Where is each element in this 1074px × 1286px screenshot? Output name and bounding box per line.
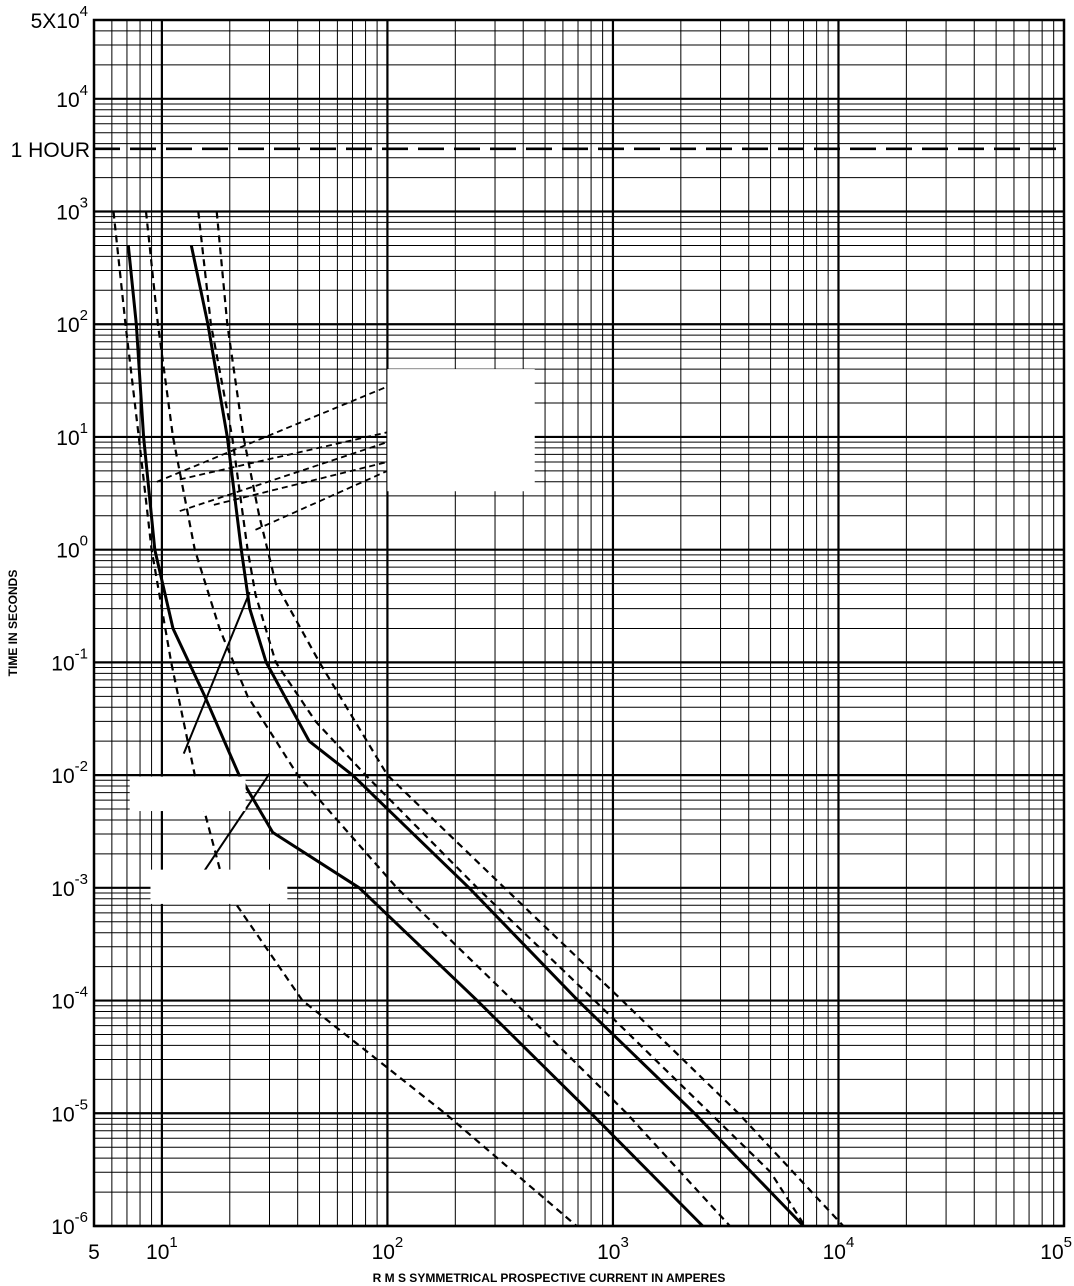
y-tick-label: $10^0$ [56,532,88,563]
x-tick-label: $10^5$ [1040,1234,1072,1264]
y-axis-label: TIME IN SECONDS [6,569,20,677]
x-tick-labels [88,1234,1072,1264]
y-tick-label: $10^3$ [56,194,88,225]
y-tick-label: $10^2$ [56,307,88,338]
fuse-curve-5 [198,212,805,1227]
y-tick-label: $10^{-4}$ [51,983,88,1014]
fuse-curve-1 [114,212,577,1227]
y-tick-label: $10^{-6}$ [51,1209,88,1239]
curves [114,212,844,1227]
fuse-curve-6 [217,212,844,1227]
y-tick-label: $10^{-1}$ [51,645,88,676]
x-axis-label: R M S SYMMETRICAL PROSPECTIVE CURRENT IN AMPERES [372,1271,726,1285]
fuse-curve-3 [146,212,730,1227]
label-block-1 [387,369,534,491]
x-tick-label: $10^2$ [371,1234,404,1264]
y-tick-label: $5X10^4$ [30,3,88,33]
x-tick-label: $10^4$ [822,1234,855,1264]
label-block-2 [130,777,246,811]
x-tick-label: $10^1$ [146,1234,178,1264]
y-tick-label: $10^4$ [56,81,88,112]
y-tick-label: $10^{-2}$ [51,758,88,789]
grid [94,20,1064,1226]
y-tick-label: $10^{-3}$ [51,870,88,901]
label-block-3 [150,870,287,904]
x-tick-label: $10^3$ [597,1234,629,1264]
y-tick-labels [31,3,88,1239]
x-tick-label: 5 [88,1241,100,1264]
one-hour-label: 1 HOUR [10,138,90,162]
y-tick-label: $10^{-5}$ [51,1096,88,1127]
leader-line-3 [180,442,388,511]
label-blocks [130,369,535,904]
y-tick-label: $10^1$ [56,419,88,450]
leader-line-2 [180,432,388,479]
